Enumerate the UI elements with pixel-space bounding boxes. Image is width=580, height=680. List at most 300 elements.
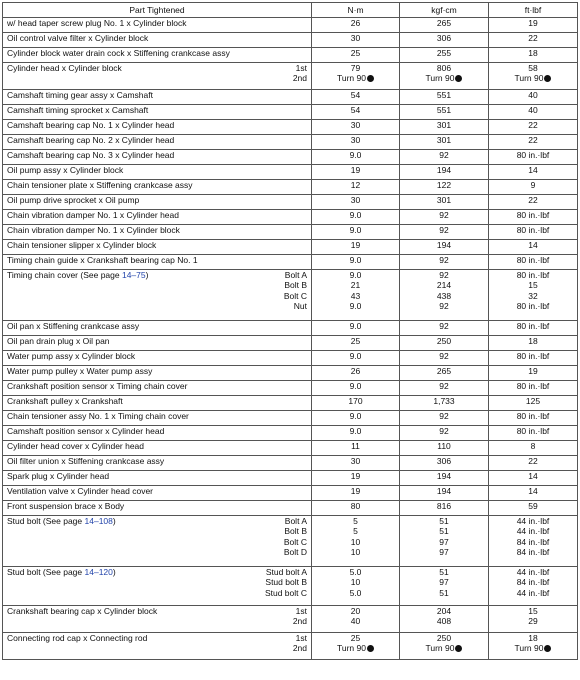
sub-label: 1st bbox=[295, 63, 307, 73]
part-name: Chain tensioner assy No. 1 x Timing chain cover bbox=[7, 411, 189, 421]
ft-lbf-cell bbox=[489, 351, 578, 366]
value-text: 214 bbox=[436, 280, 452, 291]
value-text: Turn 90 bbox=[337, 73, 366, 84]
value-text: 194 bbox=[436, 471, 452, 481]
sub-label: Bolt A bbox=[284, 270, 307, 280]
value-text: 54 bbox=[350, 90, 361, 100]
table-row bbox=[3, 471, 578, 486]
value-text: 80 in.·lbf bbox=[516, 210, 550, 220]
value-text: 122 bbox=[436, 180, 452, 190]
value-text: 92 bbox=[439, 321, 449, 331]
torque-spec-table bbox=[2, 2, 578, 660]
value-text: 92 bbox=[439, 381, 449, 391]
value-text: 92 bbox=[439, 426, 449, 436]
value-text: 9.0 bbox=[349, 301, 362, 312]
value-text: 80 in.·lbf bbox=[516, 225, 550, 235]
ft-lbf-cell bbox=[489, 486, 578, 501]
value-text: 30 bbox=[350, 456, 361, 466]
part-cell bbox=[3, 516, 312, 567]
part-cell bbox=[3, 366, 312, 381]
value-text: 44 in.·lbf bbox=[516, 587, 550, 598]
sub-label: 2nd bbox=[292, 643, 307, 654]
nm-cell bbox=[312, 366, 400, 381]
table-row bbox=[3, 90, 578, 105]
table-row bbox=[3, 165, 578, 180]
part-name: Connecting rod cap x Connecting rod bbox=[7, 633, 148, 643]
value-text: 80 in.·lbf bbox=[516, 321, 550, 331]
value-text: 15 bbox=[528, 606, 538, 616]
kgf-cm-cell bbox=[400, 210, 489, 225]
ft-lbf-cell bbox=[489, 411, 578, 426]
value-text: 80 in.·lbf bbox=[516, 381, 550, 391]
part-cell bbox=[3, 195, 312, 210]
value-text: 250 bbox=[436, 336, 452, 346]
value-text: 19 bbox=[350, 240, 361, 250]
value-text: 11 bbox=[351, 441, 360, 451]
kgf-cm-cell bbox=[400, 633, 489, 660]
part-name: Water pump pulley x Water pump assy bbox=[7, 366, 153, 376]
ft-lbf-cell bbox=[489, 633, 578, 660]
part-cell bbox=[3, 210, 312, 225]
part-name: Camshaft bearing cap No. 2 x Cylinder head bbox=[7, 135, 175, 145]
filled-circle-icon bbox=[455, 645, 462, 652]
value-text: 40 bbox=[528, 105, 538, 115]
value-text: 14 bbox=[528, 486, 538, 496]
value-text: 80 in.·lbf bbox=[516, 351, 550, 361]
table-body bbox=[3, 18, 578, 660]
part-cell bbox=[3, 18, 312, 33]
value-text: 30 bbox=[350, 195, 361, 205]
ft-lbf-cell bbox=[489, 105, 578, 120]
value-text: 9.0 bbox=[349, 351, 362, 361]
part-name-end: ) bbox=[145, 270, 149, 280]
ft-lbf-cell bbox=[489, 180, 578, 195]
nm-cell bbox=[312, 270, 400, 321]
part-name: Stud bolt (See page bbox=[7, 516, 85, 526]
value-text: 43 bbox=[350, 290, 361, 301]
part-cell bbox=[3, 426, 312, 441]
value-text: 25 bbox=[350, 336, 361, 346]
value-text: 19 bbox=[528, 18, 538, 28]
value-text: 551 bbox=[436, 105, 452, 115]
table-row bbox=[3, 195, 578, 210]
filled-circle-icon bbox=[544, 645, 551, 652]
value-text: 22 bbox=[528, 135, 538, 145]
header-ft-lbf: ft·lbf bbox=[489, 3, 578, 18]
value-text: Turn 90 bbox=[425, 73, 455, 84]
part-cell bbox=[3, 255, 312, 270]
value-text: 92 bbox=[439, 150, 449, 160]
value-text: 30 bbox=[350, 120, 361, 130]
value-text: 51 bbox=[439, 516, 449, 526]
part-cell bbox=[3, 105, 312, 120]
value-text: 125 bbox=[525, 396, 541, 406]
value-text: 551 bbox=[436, 90, 452, 100]
value-text: 44 in.·lbf bbox=[516, 526, 550, 537]
part-name: w/ head taper screw plug No. 1 x Cylinder block bbox=[7, 18, 187, 28]
nm-cell bbox=[312, 18, 400, 33]
value-text: 40 bbox=[528, 90, 538, 100]
ft-lbf-cell bbox=[489, 471, 578, 486]
kgf-cm-cell bbox=[400, 195, 489, 210]
nm-cell bbox=[312, 240, 400, 255]
value-text: 84 in.·lbf bbox=[516, 547, 550, 558]
nm-cell bbox=[312, 411, 400, 426]
kgf-cm-cell bbox=[400, 270, 489, 321]
part-cell bbox=[3, 165, 312, 180]
table-row bbox=[3, 336, 578, 351]
table-row bbox=[3, 486, 578, 501]
value-text: 9.0 bbox=[349, 321, 362, 331]
value-text: 194 bbox=[436, 240, 452, 250]
table-row bbox=[3, 441, 578, 456]
header-part-tightened: Part Tightened bbox=[3, 3, 312, 18]
nm-cell bbox=[312, 633, 400, 660]
kgf-cm-cell bbox=[400, 135, 489, 150]
part-name: Oil filter union x Stiffening crankcase assy bbox=[7, 456, 165, 466]
part-cell bbox=[3, 633, 312, 660]
sub-label: Bolt D bbox=[283, 547, 307, 558]
table-row bbox=[3, 351, 578, 366]
value-text: 14 bbox=[528, 165, 538, 175]
part-cell bbox=[3, 471, 312, 486]
table-row bbox=[3, 633, 578, 660]
nm-cell bbox=[312, 321, 400, 336]
nm-cell bbox=[312, 456, 400, 471]
value-text: 19 bbox=[350, 486, 361, 496]
nm-cell bbox=[312, 567, 400, 606]
value-text: 14 bbox=[528, 240, 538, 250]
table-row bbox=[3, 225, 578, 240]
ft-lbf-cell bbox=[489, 321, 578, 336]
value-text: 9.0 bbox=[349, 255, 362, 265]
value-text: 194 bbox=[436, 486, 452, 496]
ft-lbf-cell bbox=[489, 381, 578, 396]
part-name: Chain tensioner slipper x Cylinder block bbox=[7, 240, 157, 250]
kgf-cm-cell bbox=[400, 426, 489, 441]
table-row bbox=[3, 456, 578, 471]
page-reference-link[interactable]: 14–120 bbox=[84, 567, 113, 577]
part-name: Oil pan x Stiffening crankcase assy bbox=[7, 321, 140, 331]
table-row bbox=[3, 366, 578, 381]
part-name: Chain vibration damper No. 1 x Cylinder block bbox=[7, 225, 180, 235]
value-text: 80 in.·lbf bbox=[516, 150, 550, 160]
part-name: Camshaft position sensor x Cylinder head bbox=[7, 426, 165, 436]
header-kgf-cm: kgf·cm bbox=[400, 3, 489, 18]
part-name: Cylinder head x Cylinder block bbox=[7, 63, 122, 73]
kgf-cm-cell bbox=[400, 240, 489, 255]
kgf-cm-cell bbox=[400, 351, 489, 366]
part-cell bbox=[3, 240, 312, 255]
part-cell bbox=[3, 351, 312, 366]
kgf-cm-cell bbox=[400, 150, 489, 165]
part-name: Crankshaft position sensor x Timing chain cover bbox=[7, 381, 188, 391]
ft-lbf-cell bbox=[489, 366, 578, 381]
ft-lbf-cell bbox=[489, 195, 578, 210]
page-reference-link[interactable]: 14–75 bbox=[121, 270, 146, 280]
ft-lbf-cell bbox=[489, 18, 578, 33]
part-cell bbox=[3, 486, 312, 501]
part-cell bbox=[3, 48, 312, 63]
ft-lbf-cell bbox=[489, 48, 578, 63]
kgf-cm-cell bbox=[400, 336, 489, 351]
table-row bbox=[3, 240, 578, 255]
sub-label: Bolt C bbox=[283, 290, 307, 301]
value-text: 92 bbox=[439, 210, 449, 220]
ft-lbf-cell bbox=[489, 270, 578, 321]
part-name: Ventilation valve x Cylinder head cover bbox=[7, 486, 153, 496]
part-name: Camshaft timing gear assy x Camshaft bbox=[7, 90, 153, 100]
sub-label: 2nd bbox=[292, 616, 307, 627]
value-text: 5.0 bbox=[349, 587, 362, 598]
table-row bbox=[3, 270, 578, 321]
kgf-cm-cell bbox=[400, 381, 489, 396]
value-text: 301 bbox=[436, 195, 452, 205]
table-row bbox=[3, 321, 578, 336]
value-text: 1,733 bbox=[433, 396, 455, 406]
value-text: 301 bbox=[436, 120, 452, 130]
part-name: Cylinder head cover x Cylinder head bbox=[7, 441, 145, 451]
ft-lbf-cell bbox=[489, 63, 578, 90]
value-text: 408 bbox=[436, 616, 452, 627]
table-row bbox=[3, 255, 578, 270]
ft-lbf-cell bbox=[489, 336, 578, 351]
kgf-cm-cell bbox=[400, 456, 489, 471]
value-text: 306 bbox=[436, 456, 452, 466]
value-text: 84 in.·lbf bbox=[516, 577, 550, 588]
ft-lbf-cell bbox=[489, 255, 578, 270]
value-text: Turn 90 bbox=[425, 643, 455, 654]
kgf-cm-cell bbox=[400, 165, 489, 180]
table-row bbox=[3, 567, 578, 606]
value-text: 80 in.·lbf bbox=[516, 270, 550, 280]
table-row bbox=[3, 150, 578, 165]
nm-cell bbox=[312, 135, 400, 150]
part-name: Oil pump drive sprocket x Oil pump bbox=[7, 195, 140, 205]
value-text: 92 bbox=[439, 225, 449, 235]
value-text: 9.0 bbox=[349, 381, 362, 391]
ft-lbf-cell bbox=[489, 225, 578, 240]
part-cell bbox=[3, 606, 312, 633]
value-text: 32 bbox=[528, 290, 538, 301]
value-text: 301 bbox=[436, 135, 452, 145]
kgf-cm-cell bbox=[400, 396, 489, 411]
nm-cell bbox=[312, 120, 400, 135]
ft-lbf-cell bbox=[489, 516, 578, 567]
part-cell bbox=[3, 90, 312, 105]
nm-cell bbox=[312, 48, 400, 63]
nm-cell bbox=[312, 63, 400, 90]
value-text: 9.0 bbox=[349, 426, 362, 436]
part-name: Camshaft bearing cap No. 1 x Cylinder head bbox=[7, 120, 175, 130]
nm-cell bbox=[312, 180, 400, 195]
part-cell bbox=[3, 411, 312, 426]
value-text: 22 bbox=[528, 33, 538, 43]
value-text: 26 bbox=[350, 18, 361, 28]
table-row bbox=[3, 105, 578, 120]
part-name: Oil pump assy x Cylinder block bbox=[7, 165, 124, 175]
part-name: Camshaft timing sprocket x Camshaft bbox=[7, 105, 149, 115]
value-text: 170 bbox=[348, 396, 363, 406]
part-name: Cylinder block water drain cock x Stiffening crankcase assy bbox=[7, 48, 230, 58]
part-name: Camshaft bearing cap No. 3 x Cylinder head bbox=[7, 150, 175, 160]
value-text: 250 bbox=[436, 633, 452, 643]
part-name: Crankshaft bearing cap x Cylinder block bbox=[7, 606, 158, 616]
ft-lbf-cell bbox=[489, 90, 578, 105]
nm-cell bbox=[312, 150, 400, 165]
value-text: 19 bbox=[350, 165, 361, 175]
value-text: 9.0 bbox=[349, 225, 362, 235]
filled-circle-icon bbox=[455, 75, 462, 82]
sub-label: Bolt B bbox=[284, 280, 307, 291]
value-text: Turn 90 bbox=[514, 643, 544, 654]
value-text: 80 in.·lbf bbox=[516, 411, 550, 421]
kgf-cm-cell bbox=[400, 33, 489, 48]
value-text: 51 bbox=[439, 567, 449, 577]
value-text: 51 bbox=[439, 526, 449, 537]
value-text: 15 bbox=[528, 280, 538, 291]
kgf-cm-cell bbox=[400, 411, 489, 426]
value-text: 816 bbox=[436, 501, 452, 511]
table-header-row bbox=[3, 3, 578, 18]
table-row bbox=[3, 135, 578, 150]
table-row bbox=[3, 606, 578, 633]
part-cell bbox=[3, 441, 312, 456]
part-cell bbox=[3, 180, 312, 195]
table-row bbox=[3, 381, 578, 396]
value-text: 51 bbox=[439, 587, 449, 598]
value-text: Turn 90 bbox=[337, 643, 366, 654]
value-text: 54 bbox=[350, 105, 361, 115]
kgf-cm-cell bbox=[400, 120, 489, 135]
value-text: 92 bbox=[439, 411, 449, 421]
part-cell bbox=[3, 120, 312, 135]
part-name: Chain tensioner plate x Stiffening crankcase assy bbox=[7, 180, 193, 190]
value-text: 92 bbox=[439, 255, 449, 265]
part-cell bbox=[3, 135, 312, 150]
value-text: 18 bbox=[528, 336, 538, 346]
kgf-cm-cell bbox=[400, 105, 489, 120]
value-text: 59 bbox=[528, 501, 538, 511]
value-text: 265 bbox=[436, 18, 452, 28]
part-name-end: ) bbox=[112, 516, 116, 526]
kgf-cm-cell bbox=[400, 501, 489, 516]
nm-cell bbox=[312, 165, 400, 180]
nm-cell bbox=[312, 381, 400, 396]
value-text: 12 bbox=[350, 180, 361, 190]
nm-cell bbox=[312, 90, 400, 105]
nm-cell bbox=[312, 351, 400, 366]
table-row bbox=[3, 48, 578, 63]
part-cell bbox=[3, 225, 312, 240]
value-text: 97 bbox=[439, 577, 449, 588]
sub-label: Stud bolt C bbox=[264, 587, 307, 598]
value-text: 97 bbox=[439, 547, 449, 558]
part-name: Stud bolt (See page bbox=[7, 567, 85, 577]
filled-circle-icon bbox=[367, 645, 374, 652]
value-text: 204 bbox=[436, 606, 452, 616]
nm-cell bbox=[312, 195, 400, 210]
value-text: 25 bbox=[350, 633, 361, 643]
ft-lbf-cell bbox=[489, 456, 578, 471]
value-text: 92 bbox=[439, 270, 449, 280]
value-text: 19 bbox=[528, 366, 538, 376]
table-row bbox=[3, 501, 578, 516]
value-text: 438 bbox=[436, 290, 452, 301]
part-cell bbox=[3, 381, 312, 396]
value-text: 9.0 bbox=[349, 411, 362, 421]
ft-lbf-cell bbox=[489, 33, 578, 48]
value-text: 5.0 bbox=[349, 567, 362, 577]
value-text: 97 bbox=[439, 536, 449, 547]
table-row bbox=[3, 180, 578, 195]
value-text: 84 in.·lbf bbox=[516, 536, 550, 547]
value-text: 18 bbox=[528, 633, 538, 643]
sub-label: Bolt B bbox=[284, 526, 307, 537]
value-text: 26 bbox=[350, 366, 361, 376]
value-text: 5 bbox=[353, 526, 358, 537]
ft-lbf-cell bbox=[489, 567, 578, 606]
value-text: 79 bbox=[350, 63, 361, 73]
kgf-cm-cell bbox=[400, 567, 489, 606]
value-text: 5 bbox=[353, 516, 358, 526]
part-cell bbox=[3, 270, 312, 321]
ft-lbf-cell bbox=[489, 426, 578, 441]
part-cell bbox=[3, 501, 312, 516]
kgf-cm-cell bbox=[400, 516, 489, 567]
ft-lbf-cell bbox=[489, 135, 578, 150]
part-name: Timing chain cover (See page bbox=[7, 270, 122, 280]
value-text: 9.0 bbox=[349, 210, 362, 220]
table-row bbox=[3, 18, 578, 33]
part-cell bbox=[3, 150, 312, 165]
nm-cell bbox=[312, 441, 400, 456]
sub-label: Bolt C bbox=[283, 536, 307, 547]
value-text: 44 in.·lbf bbox=[516, 567, 550, 577]
kgf-cm-cell bbox=[400, 255, 489, 270]
nm-cell bbox=[312, 426, 400, 441]
kgf-cm-cell bbox=[400, 366, 489, 381]
value-text: 80 in.·lbf bbox=[516, 426, 550, 436]
page-reference-link[interactable]: 14–108 bbox=[84, 516, 113, 526]
value-text: 255 bbox=[436, 48, 452, 58]
sub-label: Nut bbox=[293, 301, 307, 312]
part-name: Oil control valve filter x Cylinder block bbox=[7, 33, 149, 43]
value-text: 806 bbox=[436, 63, 452, 73]
header-nm: N·m bbox=[312, 3, 400, 18]
value-text: Turn 90 bbox=[514, 73, 544, 84]
kgf-cm-cell bbox=[400, 606, 489, 633]
value-text: 194 bbox=[436, 165, 452, 175]
kgf-cm-cell bbox=[400, 180, 489, 195]
kgf-cm-cell bbox=[400, 321, 489, 336]
part-name: Chain vibration damper No. 1 x Cylinder head bbox=[7, 210, 179, 220]
table-row bbox=[3, 516, 578, 567]
kgf-cm-cell bbox=[400, 18, 489, 33]
value-text: 20 bbox=[350, 606, 361, 616]
part-cell bbox=[3, 336, 312, 351]
part-name: Crankshaft pulley x Crankshaft bbox=[7, 396, 123, 406]
nm-cell bbox=[312, 471, 400, 486]
nm-cell bbox=[312, 336, 400, 351]
value-text: 14 bbox=[528, 471, 538, 481]
value-text: 92 bbox=[439, 351, 449, 361]
kgf-cm-cell bbox=[400, 486, 489, 501]
table-row bbox=[3, 33, 578, 48]
table-row bbox=[3, 63, 578, 90]
ft-lbf-cell bbox=[489, 120, 578, 135]
filled-circle-icon bbox=[367, 75, 374, 82]
